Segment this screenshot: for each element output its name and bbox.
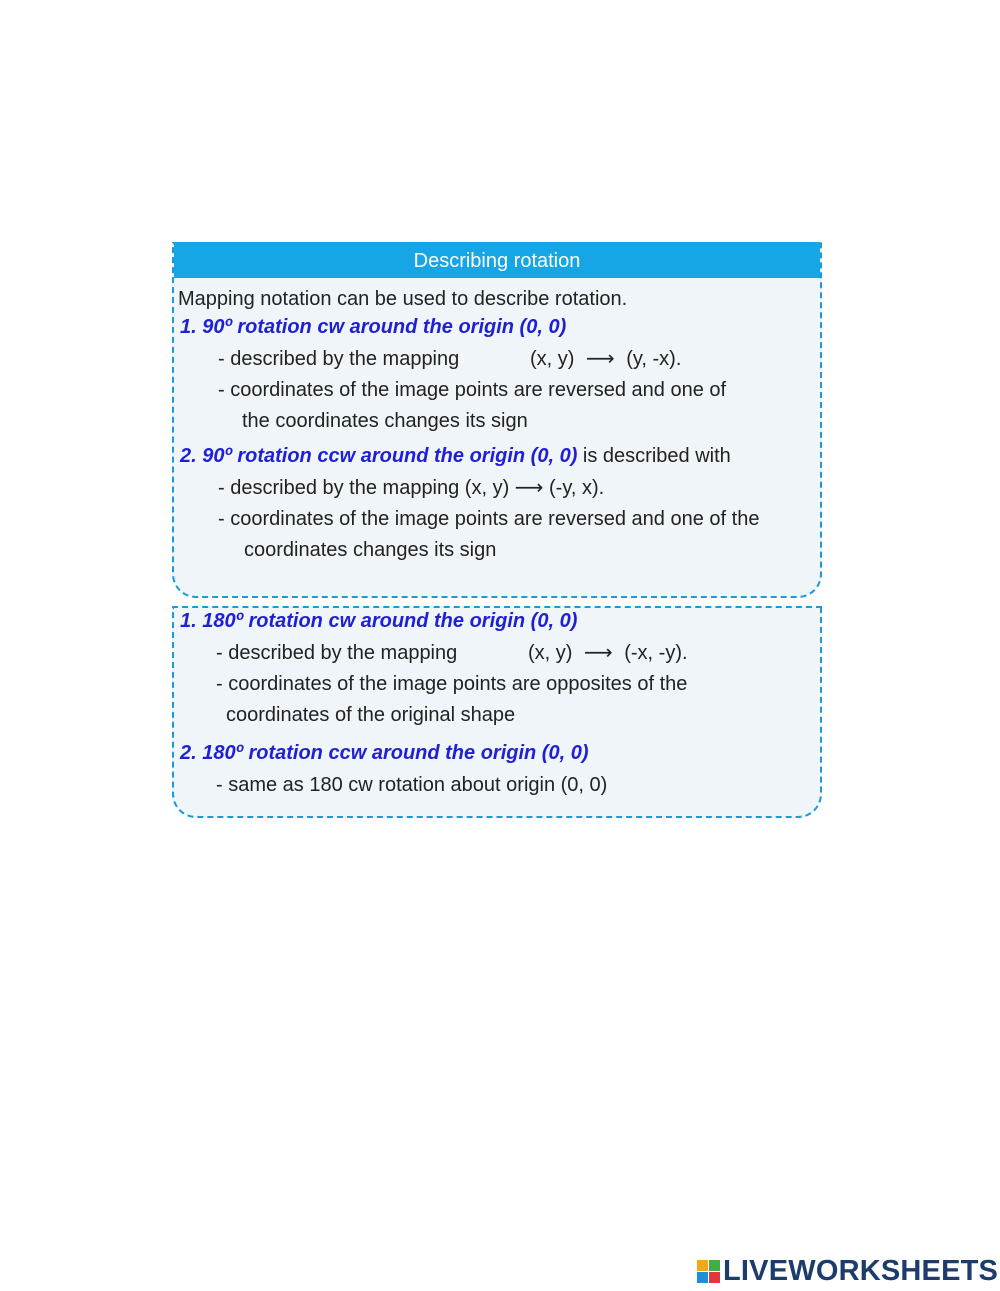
intro-text: Mapping notation can be used to describe rotation. bbox=[178, 288, 628, 310]
mapping-input: (x, y) bbox=[528, 642, 573, 664]
brand-name: LIVEWORKSHEETS bbox=[723, 1255, 999, 1287]
item2-bullet1: - described by the mapping (x, y) ⟶ (-y, x). bbox=[218, 477, 605, 499]
mapping-output: (y, -x). bbox=[626, 348, 682, 370]
item2-heading-line bbox=[180, 443, 731, 469]
item2-heading-suffix: is described with bbox=[577, 445, 731, 467]
item1-bullet2-cont: coordinates of the original shape bbox=[226, 704, 516, 726]
panel-header: Describing rotation bbox=[174, 242, 820, 278]
liveworksheets-logo bbox=[697, 1255, 998, 1288]
item2-bullet1: - same as 180 cw rotation about origin (0, 0) bbox=[216, 774, 608, 796]
item1-heading: 1. 180º rotation cw around the origin (0, 0) bbox=[180, 610, 578, 632]
item2-heading: 2. 90º rotation ccw around the origin (0, 0) bbox=[180, 445, 578, 467]
logo-square-v bbox=[697, 1272, 708, 1283]
logo-square-e bbox=[709, 1272, 720, 1283]
arrow-icon: ⟶ bbox=[586, 348, 615, 370]
item1-mapping bbox=[528, 640, 688, 666]
item1-bullet2-cont: the coordinates changes its sign bbox=[242, 410, 528, 432]
arrow-icon: ⟶ bbox=[584, 642, 613, 664]
mapping-input: (x, y) bbox=[530, 348, 575, 370]
logo-square-l bbox=[697, 1260, 708, 1271]
item2-bullet2-cont: coordinates changes its sign bbox=[244, 539, 497, 561]
item2-heading: 2. 180º rotation ccw around the origin (0, 0) bbox=[180, 742, 589, 764]
item1-bullet1: - described by the mapping bbox=[216, 642, 458, 664]
logo-square-i bbox=[709, 1260, 720, 1271]
logo-mark-icon bbox=[697, 1260, 720, 1283]
item1-mapping bbox=[530, 346, 681, 372]
rotation-panel-oneeighty bbox=[172, 606, 822, 818]
item1-bullet2: - coordinates of the image points are opposites of the bbox=[216, 673, 688, 695]
item2-bullet2: - coordinates of the image points are reversed and one of the bbox=[218, 508, 760, 530]
rotation-panel-ninety bbox=[172, 242, 822, 598]
item1-bullet1: - described by the mapping bbox=[218, 348, 460, 370]
item1-heading: 1. 90º rotation cw around the origin (0, 0) bbox=[180, 316, 567, 338]
mapping-output: (-x, -y). bbox=[624, 642, 688, 664]
item1-bullet2: - coordinates of the image points are reversed and one of bbox=[218, 379, 727, 401]
